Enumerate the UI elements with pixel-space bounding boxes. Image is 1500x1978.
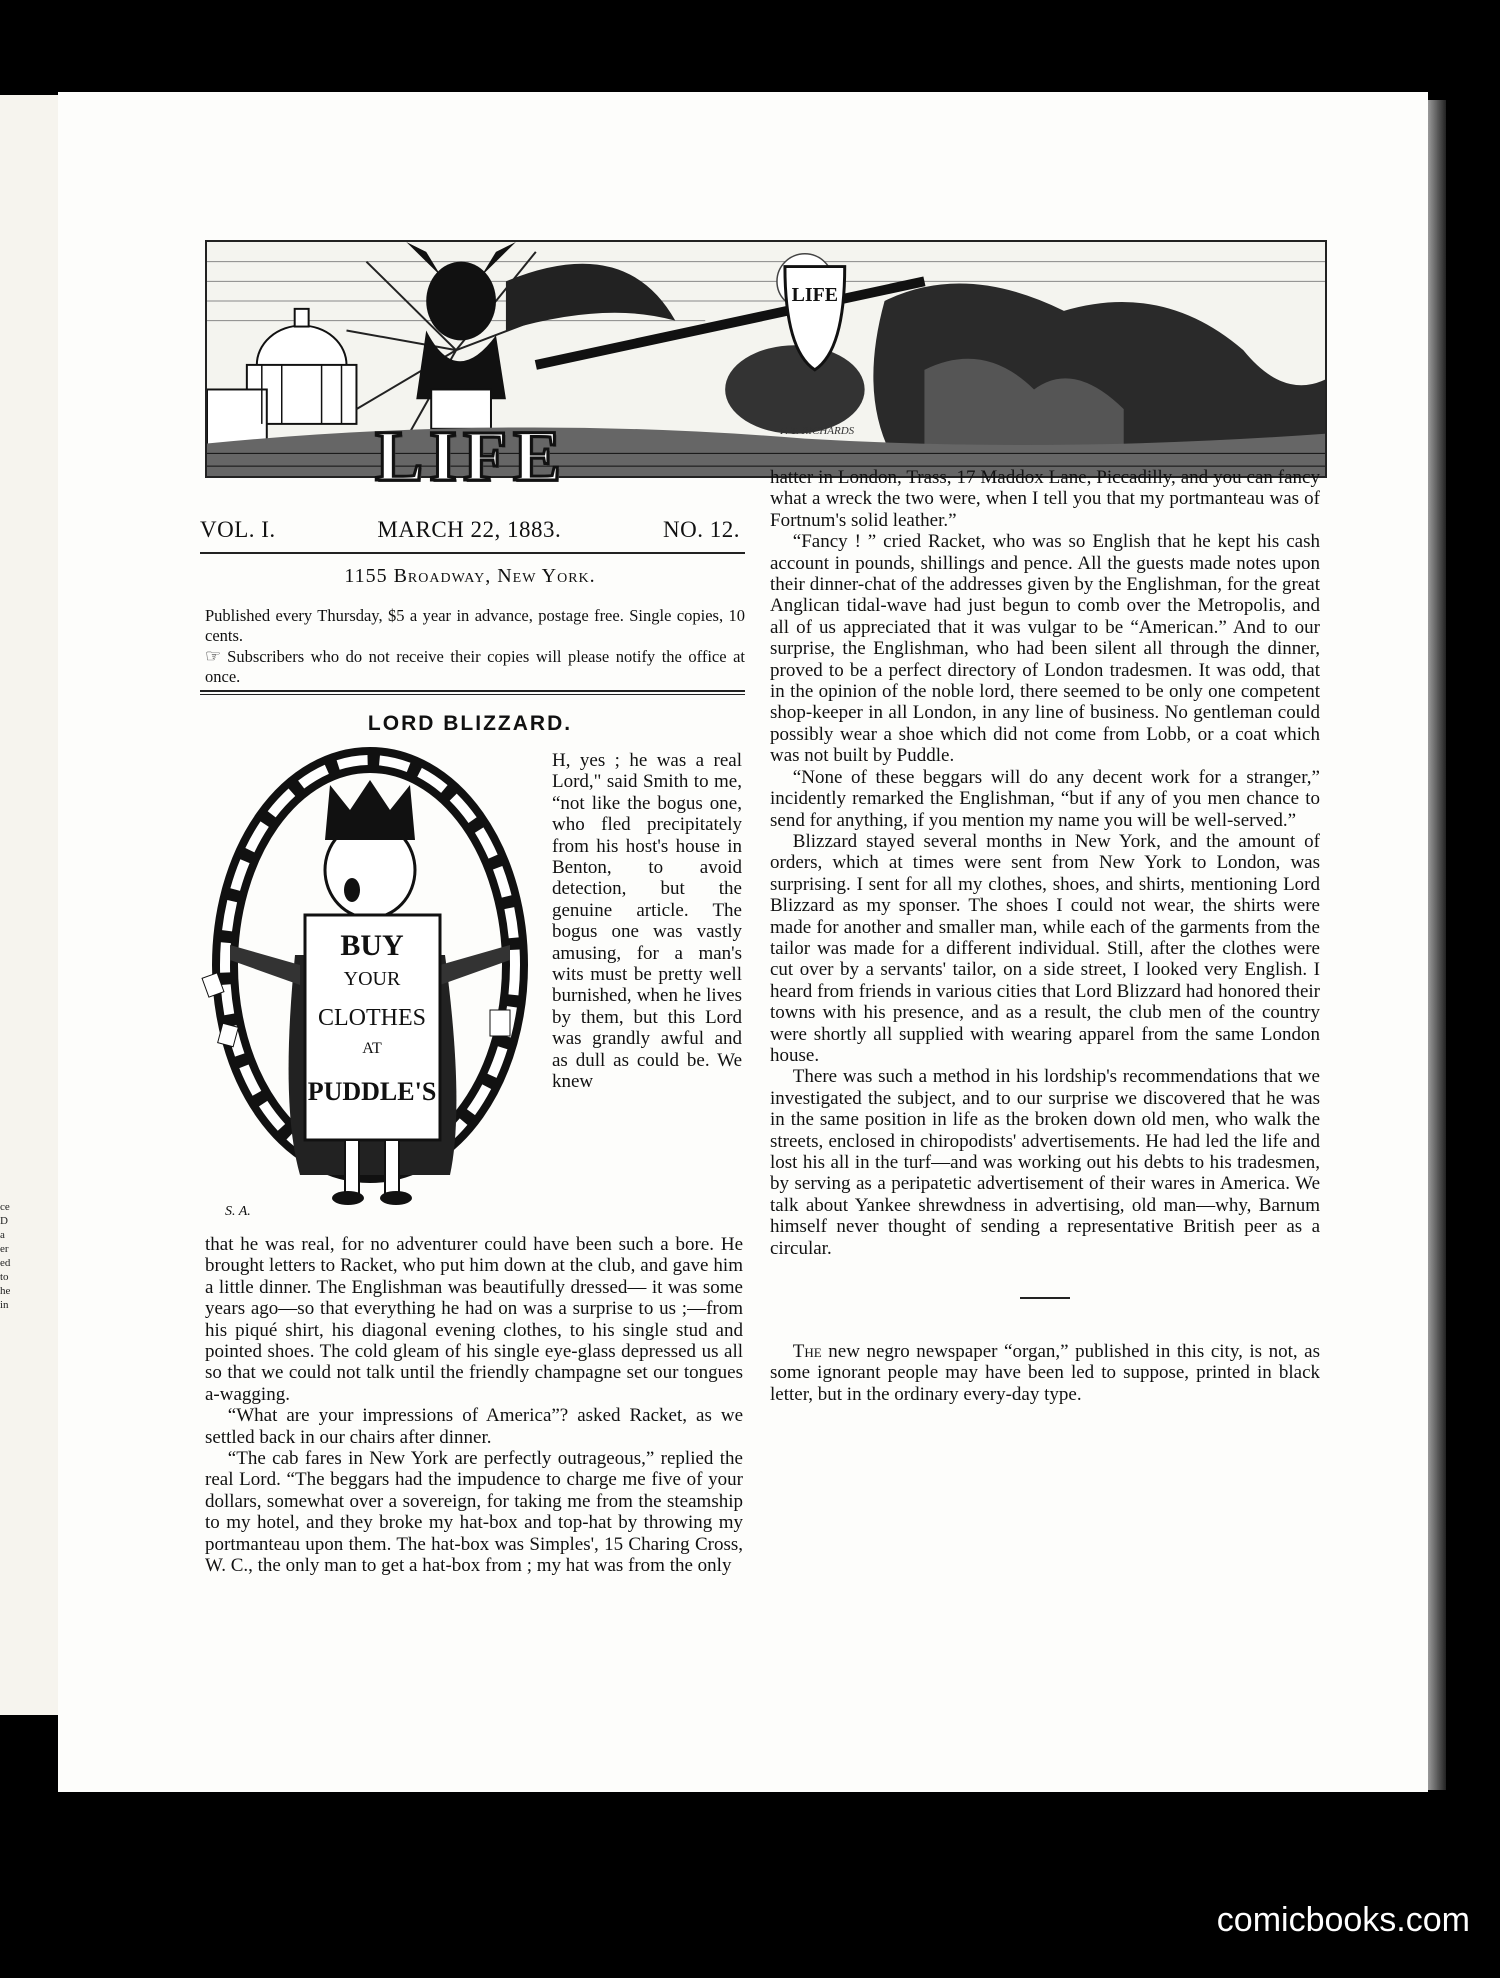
paragraph: Blizzard stayed several months in New York, and the amount of orders, which at times were sent from New York to London, was surprising. I sent for all my clothes, shoes, and shirts, mentioning Lord Blizzard as my sponser. The shoes I could not wear, the shirts were made for another and smaller man, while each of the garments from the tailor was made for a different individual. Still, after the clothes were cut over by a servants' tailor, on a side street, I looked very English. I heard from friends in various cities that Lord Blizzard had honored their towns with his presence, and as a result, the club men of the country were shortly all supplied with wearing apparel from the same London house.: [770, 830, 1320, 1066]
masthead-illustration: [205, 240, 1327, 478]
issue-number: NO. 12.: [663, 517, 740, 542]
article-right-column: [770, 467, 1320, 1405]
sign-line-puddles: PUDDLE'S: [307, 1077, 437, 1106]
article-title: LORD BLIZZARD.: [367, 712, 573, 735]
artist-mark: S. A.: [225, 1204, 251, 1219]
watermark: comicbooks.com: [1216, 1901, 1470, 1939]
paragraph: “What are your impressions of America”? asked Racket, as we settled back in our chairs after dinner.: [205, 1405, 743, 1448]
paragraph: that he was real, for no adventurer could have been such a bore. He brought letters to Racket, who put him down at the club, and gave him a little dinner. The Englishman was beautifully dressed— it was some years ago—so that everything he had on was a surprise to us ;—from his piqué shirt, his diagonal evening clothes, to his single stud and pointed shoes. The cold gleam of his single eye-glass depressed us all so that we could not talk until the friendly champagne set our tongues a-wagging.: [205, 1234, 743, 1405]
facing-page-text-fragments: ce D a er ed to he in: [0, 1201, 11, 1311]
sign-line-at: AT: [362, 1040, 382, 1057]
life-logo: LIFE: [375, 416, 568, 496]
sign-line-your: YOUR: [343, 968, 401, 990]
issue-line: [200, 517, 740, 543]
editorial-note: The new negro newspaper “organ,” published in this city, is not, as some ignorant people may have been led to suppose, printed in black letter, but in the ordinary every-day type.: [770, 1341, 1320, 1405]
sign-line-clothes: CLOTHES: [318, 1005, 426, 1031]
sign-line-buy: BUY: [340, 929, 404, 962]
rule: [200, 694, 745, 695]
page-edge-shadow: [1428, 100, 1446, 1790]
section-divider: [1020, 1297, 1070, 1299]
banner-signature: F. T. RICHARDS: [780, 425, 855, 437]
volume: VOL. I.: [200, 517, 276, 542]
paragraph: “The cab fares in New York are perfectly outrageous,” replied the real Lord. “The beggars had the impudence to charge me five of your dollars, somewhat over a sovereign, for taking me from the steamship to my hotel, and they broke my hat-box and top-hat by throwing my portmanteau upon them. The hat-box was Simples', 15 Charing Cross, W. C., the only man to get a hat-box from ; my hat was from the only: [205, 1448, 743, 1577]
publisher-address: 1155 Broadway, New York.: [344, 565, 596, 587]
paragraph: There was such a method in his lordship's recommendations that we investigated the subject, and to our surprise we discovered that he was in the same position in life as the broken down old men, who walk the streets, enclosed in chiropodists' advertisements. He had led the life and lost his all in the turf—and was working out his debts to his tradesmen, by serving as a peripatetic advertisement of their wares in America. We talk about Yankee shrewdness in advertising, old man—why, Barnum himself never thought of sending a representative British peer as a circular.: [770, 1066, 1320, 1259]
paragraph: hatter in London, Trass, 17 Maddox Lane, Piccadilly, and you can fancy what a wreck the two were, when I tell you that my portmanteau was of Fortnum's solid leather.”: [770, 467, 1320, 531]
subscription-terms: Published every Thursday, $5 a year in advance, postage free. Single copies, 10 cents.: [205, 606, 745, 645]
banner-shield-text: LIFE: [791, 284, 839, 306]
illustration-drawing: [200, 745, 545, 1235]
sandwich-board-illustration: [200, 745, 545, 1235]
pointing-hand-icon: ☞: [205, 646, 222, 666]
article-opening-text: H, yes ; he was a real Lord," said Smith to me, “not like the bogus one, who fled precipitately from his host's house in Benton, to avoid detection, but the genuine article. The bogus one was vastly amusing, for a man's wits must be pretty well burnished, when he lives by them, but this Lord was grandly awful and as dull as could be. We knew: [552, 750, 742, 1093]
article-left-column: [205, 1234, 743, 1577]
paragraph: “Fancy ! ” cried Racket, who was so English that he kept his cash account in pounds, shillings and pence. All the guests made notes upon their dinner-chat of the addresses given by the Englishman, for the great Anglican tidal-wave had just begun to comb over the Metropolis, and all of us appreciated that it was vulgar to be “American.” And to our surprise, the Englishman, who had been silent all through the dinner, proved to be a perfect directory of London tradesmen. It was odd, that in the opinion of the noble lord, there seemed to be only one competent shop-keeper in all London, in any line of business. No gentleman could possibly wear a shoe which did not come from Lobb, or a coat which was not built by Puddle.: [770, 531, 1320, 767]
paragraph: “None of these beggars will do any decent work for a stranger,” incidently remarked the Englishman, “but if any of you men chance to send for anything, if you mention my name you will be well-served.”: [770, 766, 1320, 831]
rule: [200, 690, 745, 692]
facing-page-edge: [0, 95, 60, 1715]
publishing-notice: [205, 606, 745, 687]
rule: [200, 552, 745, 554]
issue-date: MARCH 22, 1883.: [377, 517, 562, 542]
subscriber-notice: ☞ Subscribers who do not receive their copies will please notify the office at once.: [205, 646, 745, 686]
